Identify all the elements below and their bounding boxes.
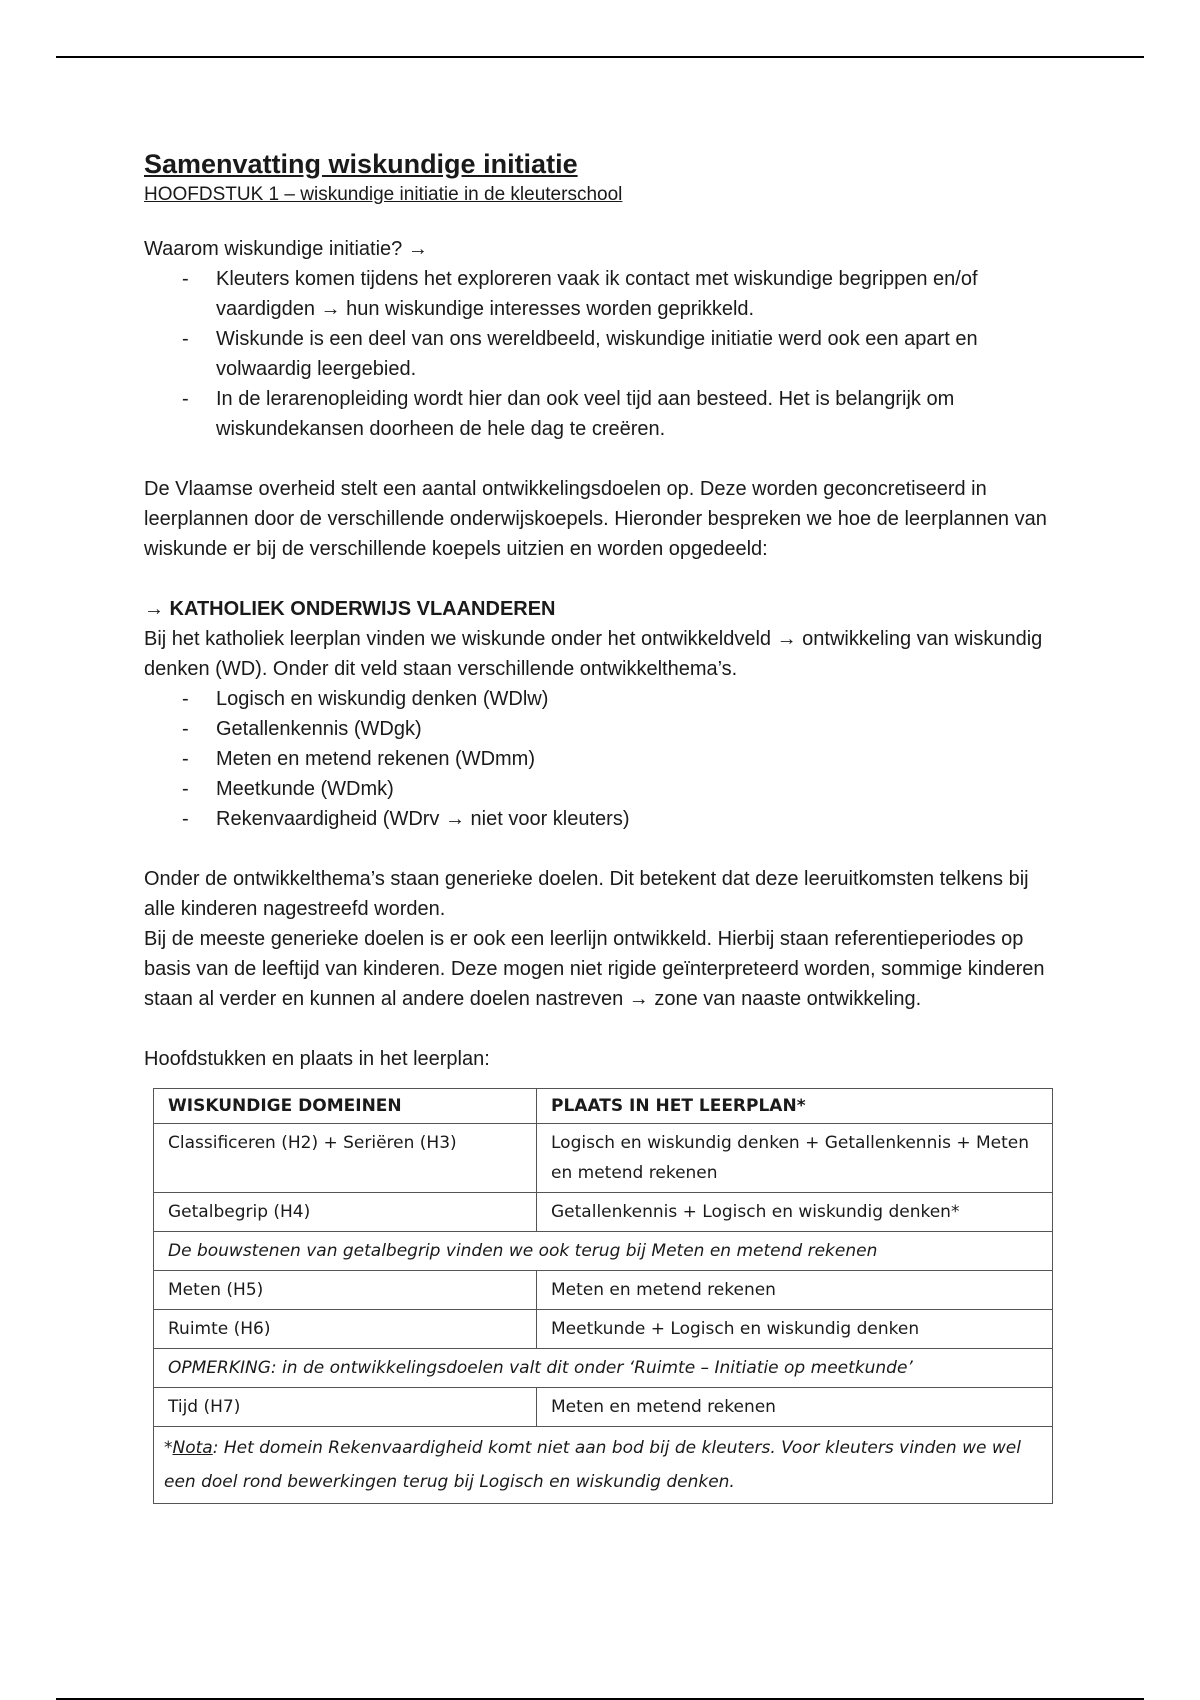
list-item: - In de lerarenopleiding wordt hier dan ook veel tijd aan besteed. Het is belangrijk om wiskundekansen doorheen de hele dag te creëren. [144,384,1064,444]
table-row [154,1124,1053,1193]
cell-domain: Classificeren (H2) + Seriëren (H3) [154,1124,537,1193]
table-intro: Hoofdstukken en plaats in het leerplan: [144,1048,490,1070]
table-note-row [154,1232,1053,1271]
nota-label: Nota [172,1438,213,1458]
intro-question: Waarom wiskundige initiatie? → [144,238,428,260]
section-heading-katholiek: → KATHOLIEK ONDERWIJS VLAANDEREN [144,598,556,620]
note-opmerking: OPMERKING: in de ontwikkelingsdoelen valt dit onder ‘Ruimte – Initiatie op meetkunde’ [154,1349,1053,1388]
cell-domain: Tijd (H7) [154,1388,537,1427]
table-header-row [154,1089,1053,1124]
table-row [154,1388,1053,1427]
chapter-subtitle: HOOFDSTUK 1 – wiskundige initiatie in de kleuterschool [144,184,623,205]
paragraph-katholiek: Bij het katholiek leerplan vinden we wiskunde onder het ontwikkeldveld → ontwikkeling van wiskundig denken (WD). Onder dit veld staan verschillende ontwikkelthema’s. [144,628,1043,680]
list-item: - Meetkunde (WDmk) [144,774,1064,804]
header-plaats: PLAATS IN HET LEERPLAN* [537,1089,1053,1124]
paragraph-overheid: De Vlaamse overheid stelt een aantal ontwikkelingsdoelen op. Deze worden geconcretiseerd in leerplannen door de verschillende onderwijskoepels. Hieronder bespreken we hoe de leerplannen van wiskunde er bij de verschillende koepels uitzien en worden opgedeeld: [144,478,1047,560]
page-title: Samenvatting wiskundige initiatie [144,149,578,179]
cell-plaats: Logisch en wiskundig denken + Getallenkennis + Meten en metend rekenen [537,1124,1053,1193]
cell-plaats: Meten en metend rekenen [537,1388,1053,1427]
table-note-row [154,1349,1053,1388]
nota-prefix: * [164,1438,173,1458]
list-item: - Kleuters komen tijdens het exploreren vaak ik contact met wiskundige begrippen en/of vaardigden → hun wiskundige interesses worden geprikkeld. [144,264,1064,324]
cell-plaats: Meten en metend rekenen [537,1271,1053,1310]
leerplan-table [153,1088,1053,1504]
cell-domain: Meten (H5) [154,1271,537,1310]
table-row [154,1310,1053,1349]
top-rule [56,56,1144,58]
cell-domain: Getalbegrip (H4) [154,1193,537,1232]
header-domeinen: WISKUNDIGE DOMEINEN [154,1089,537,1124]
list-item: - Getallenkennis (WDgk) [144,714,1064,744]
intro-list [144,264,1064,444]
katholiek-list [144,684,1064,834]
cell-plaats: Meetkunde + Logisch en wiskundig denken [537,1310,1053,1349]
list-item: - Wiskunde is een deel van ons wereldbeeld, wiskundige initiatie werd ook een apart en volwaardig leergebied. [144,324,1064,384]
document-page [144,146,1064,1504]
list-item: - Rekenvaardigheid (WDrv → niet voor kleuters) [144,804,1064,834]
cell-domain: Ruimte (H6) [154,1310,537,1349]
table-row [154,1193,1053,1232]
paragraph-doelen-2: Bij de meeste generieke doelen is er ook een leerlijn ontwikkeld. Hierbij staan referentieperiodes op basis van de leeftijd van kinderen. Deze mogen niet rigide geïnterpreteerd worden, sommige kinderen staan al verder en kunnen al andere doelen nastreven → zone van naaste ontwikkeling. [144,928,1045,1010]
note-getalbegrip: De bouwstenen van getalbegrip vinden we ook terug bij Meten en metend rekenen [154,1232,1053,1271]
table-row [154,1271,1053,1310]
nota-cell [154,1427,1053,1504]
list-item: - Meten en metend rekenen (WDmm) [144,744,1064,774]
cell-plaats: Getallenkennis + Logisch en wiskundig denken* [537,1193,1053,1232]
paragraph-doelen-1: Onder de ontwikkelthema’s staan generieke doelen. Dit betekent dat deze leeruitkomsten telkens bij alle kinderen nagestreefd worden. [144,868,1029,920]
table-nota-row [154,1427,1053,1504]
nota-text: : Het domein Rekenvaardigheid komt niet aan bod bij de kleuters. Voor kleuters vinden we wel een doel rond bewerkingen terug bij Logisch en wiskundig denken. [164,1438,1021,1492]
list-item: - Logisch en wiskundig denken (WDlw) [144,684,1064,714]
